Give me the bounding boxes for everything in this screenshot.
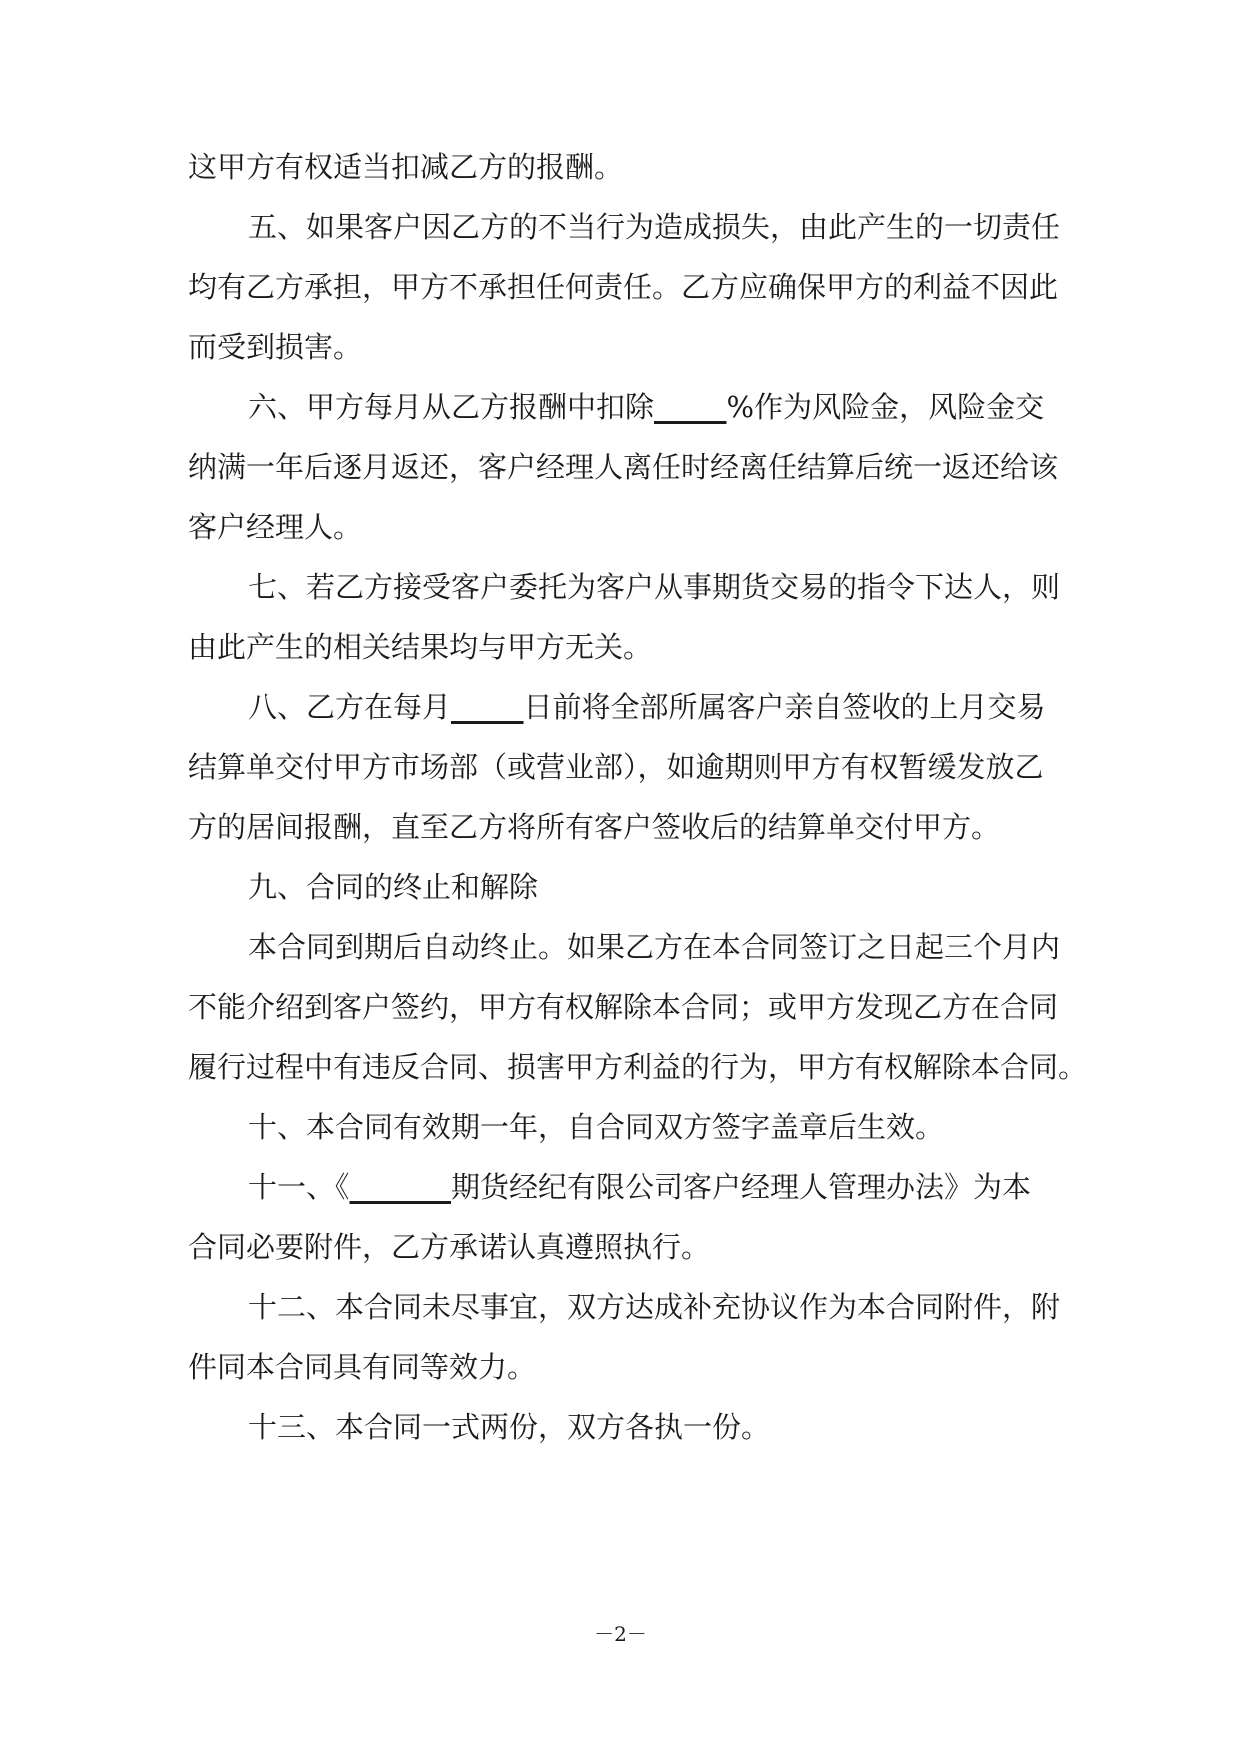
clause-5-line-1: 五、如果客户因乙方的不当行为造成损失，由此产生的一切责任: [248, 210, 1061, 244]
clause-11-text-b: 期货经纪有限公司客户经理人管理办法》为本: [451, 1170, 1032, 1204]
clause-13-line: 十三、本合同一式两份，双方各执一份。: [248, 1410, 771, 1444]
company-blank: _______: [349, 1170, 452, 1204]
clause-9-line-2: 不能介绍到客户签约，甲方有权解除本合同；或甲方发现乙方在合同: [188, 990, 1059, 1024]
clause-11-line-2: 合同必要附件，乙方承诺认真遵照执行。: [188, 1230, 711, 1264]
paragraph-line: 这甲方有权适当扣减乙方的报酬。: [188, 150, 624, 184]
clause-9-line-3: 履行过程中有违反合同、损害甲方利益的行为，甲方有权解除本合同。: [188, 1050, 1088, 1084]
clause-9-heading: 九、合同的终止和解除: [248, 870, 539, 904]
clause-6-line-3: 客户经理人。: [188, 510, 363, 544]
percent-blank: _____: [654, 390, 727, 424]
day-blank: _____: [451, 690, 524, 724]
clause-7-line-1: 七、若乙方接受客户委托为客户从事期货交易的指令下达人，则: [248, 570, 1061, 604]
clause-8-text-a: 八、乙方在每月: [248, 690, 452, 724]
clause-8-text-b: 日前将全部所属客户亲自签收的上月交易: [523, 690, 1046, 724]
clause-5-line-3: 而受到损害。: [188, 330, 363, 364]
clause-9-line-1: 本合同到期后自动终止。如果乙方在本合同签订之日起三个月内: [248, 930, 1061, 964]
clause-8-line-1: [248, 687, 1118, 727]
clause-8-line-2: 结算单交付甲方市场部（或营业部），如逾期则甲方有权暂缓发放乙: [188, 750, 1044, 784]
clause-6-line-2: 纳满一年后逐月返还，客户经理人离任时经离任结算后统一返还给该: [188, 450, 1059, 484]
clause-6-line-1: [248, 387, 1118, 427]
clause-8-line-3: 方的居间报酬，直至乙方将所有客户签收后的结算单交付甲方。: [188, 810, 1001, 844]
clause-12-line-1: 十二、本合同未尽事宜，双方达成补充协议作为本合同附件，附: [248, 1290, 1061, 1324]
clause-7-line-2: 由此产生的相关结果均与甲方无关。: [188, 630, 653, 664]
clause-11-line-1: [248, 1167, 1118, 1207]
clause-11-text-a: 十一、《: [248, 1170, 350, 1204]
clause-6-text-b: %作为风险金，风险金交: [726, 390, 1045, 424]
page-number: －2－: [594, 1622, 647, 1646]
clause-12-line-2: 件同本合同具有同等效力。: [188, 1350, 537, 1384]
clause-5-line-2: 均有乙方承担，甲方不承担任何责任。乙方应确保甲方的利益不因此: [188, 270, 1059, 304]
clause-10-line: 十、本合同有效期一年，自合同双方签字盖章后生效。: [248, 1110, 945, 1144]
clause-6-text-a: 六、甲方每月从乙方报酬中扣除: [248, 390, 655, 424]
